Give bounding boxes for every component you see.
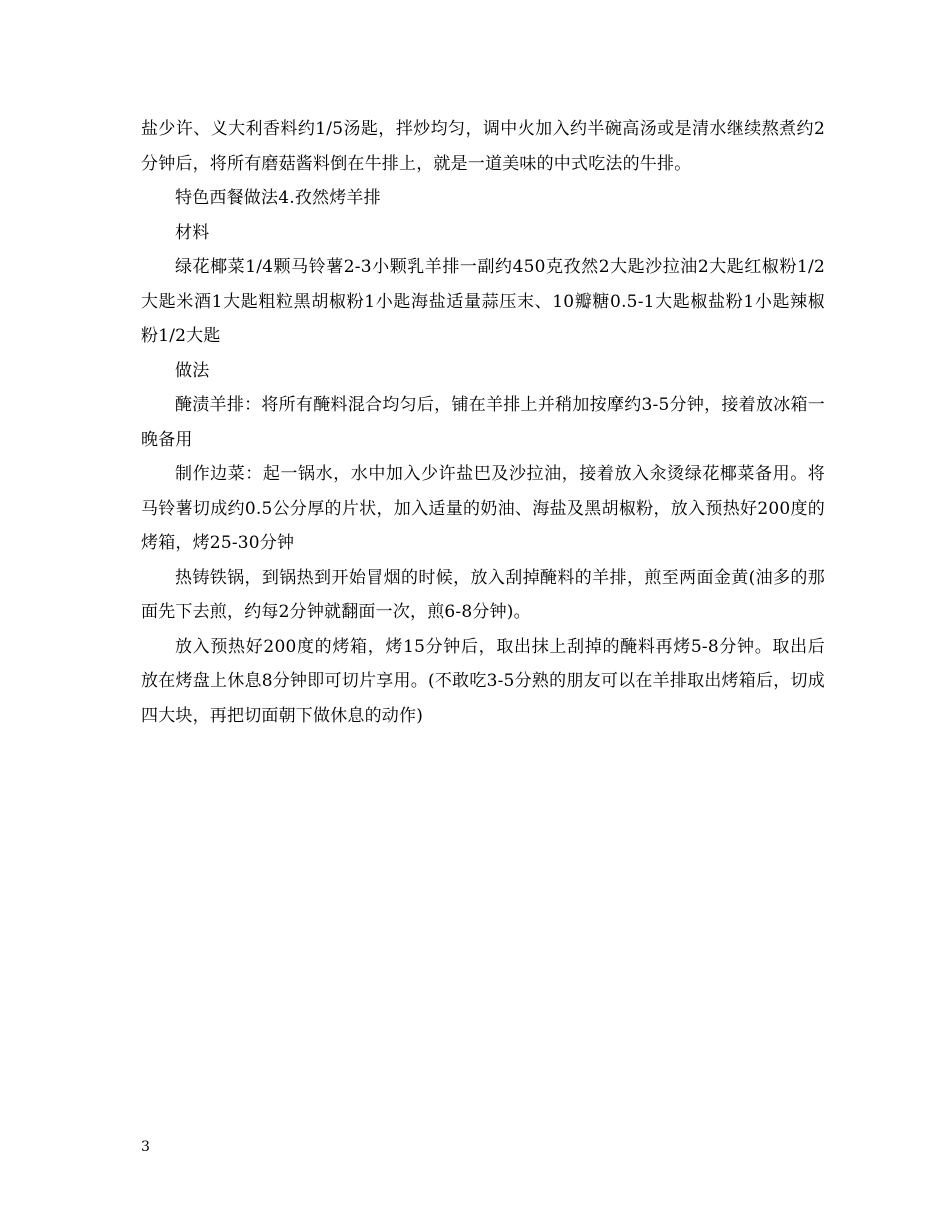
step-side-dish: 制作边菜：起一锅水，水中加入少许盐巴及沙拉油，接着放入汆烫绿花椰菜备用。将马铃薯切成约0.5公分厚的片状，加入适量的奶油、海盐及黑胡椒粉，放入预热好200度的烤箱，烤25-30分钟 xyxy=(141,464,825,553)
recipe-heading: 特色西餐做法4.孜然烤羊排 xyxy=(175,188,381,208)
ingredients-list: 绿花椰菜1/4颗马铃薯2-3小颗乳羊排一副约450克孜然2大匙沙拉油2大匙红椒粉1/2大匙米酒1大匙粗粒黑胡椒粉1小匙海盐适量蒜压末、10瓣糖0.5-1大匙椒盐粉1小匙辣椒粉1/2大匙 xyxy=(141,257,825,346)
step-oven-roast: 放入预热好200度的烤箱，烤15分钟后，取出抹上刮掉的醃料再烤5-8分钟。取出后放在烤盘上休息8分钟即可切片享用。(不敢吃3-5分熟的朋友可以在羊排取出烤箱后，切成四大块，再把切面朝下做休息的动作) xyxy=(141,636,825,726)
ingredients-heading: 材料 xyxy=(175,222,210,243)
page-number: 3 xyxy=(141,1139,150,1155)
step-pan-sear: 热铸铁锅，到锅热到开始冒烟的时候，放入刮掉醃料的羊排，煎至两面金黄(油多的那面先下去煎，约每2分钟就翻面一次，煎6-8分钟)。 xyxy=(141,567,825,622)
method-heading: 做法 xyxy=(175,360,210,381)
page-body xyxy=(141,112,825,733)
step-marinate: 醃渍羊排：将所有醃料混合均匀后，铺在羊排上并稍加按摩约3-5分钟，接着放冰箱一晚备用 xyxy=(141,395,825,450)
paragraph-mushroom-sauce-end: 盐少许、义大利香料约1/5汤匙，拌炒均匀，调中火加入约半碗高汤或是清水继续熬煮约2分钟后，将所有磨菇酱料倒在牛排上，就是一道美味的中式吃法的牛排。 xyxy=(141,119,825,174)
